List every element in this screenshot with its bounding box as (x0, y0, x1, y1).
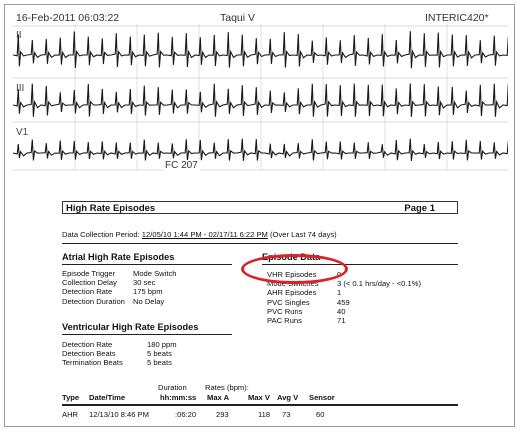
rates-group-label: Rates (bpm): (205, 383, 249, 392)
page-number: Page 1 (404, 203, 435, 214)
episode-stat-label: Mode Switches (267, 279, 319, 289)
episode-stat-label: PVC Singles (267, 297, 310, 307)
period-value: 12/05/10 1:44 PM - 02/17/11 6:22 PM (141, 230, 268, 239)
report-title-box (62, 201, 458, 214)
episode-stat-label: VHR Episodes (267, 270, 317, 279)
strip-timestamp: 16-Feb-2011 06:03:22 (16, 12, 120, 24)
lead-label-v1: V1 (16, 127, 29, 138)
episode-stat-value: 71 (337, 316, 346, 325)
ecg-trace-ii (13, 31, 508, 68)
episode-stat-value: 459 (337, 297, 350, 307)
strip-footer-label: FC 207 (165, 160, 198, 171)
episode-stat-label: PAC Runs (267, 316, 302, 325)
column-header: hh:mm:ss (160, 393, 197, 402)
atrial-setting-label: Detection Duration (62, 296, 125, 306)
episode-stat-label: AHR Episodes (267, 288, 317, 298)
ventricular-setting-label: Detection Rate (62, 340, 113, 349)
atrial-underline (62, 264, 232, 265)
duration-group-label: Duration (158, 383, 187, 392)
lead-label-iii: III (16, 83, 25, 94)
episode-stat-value: 3 (< 0.1 hrs/day - <0.1%) (337, 279, 421, 289)
ecg-strip (13, 10, 508, 176)
divider (62, 243, 458, 244)
episode-data-heading: Episode Data (262, 252, 321, 262)
column-header: Type (62, 393, 80, 402)
ventricular-setting-value: 5 beats (147, 358, 172, 368)
column-header: Max A (207, 393, 230, 402)
atrial-setting-label: Detection Rate (62, 287, 113, 297)
atrial-setting-label: Collection Delay (62, 278, 117, 288)
atrial-setting-label: Episode Trigger (62, 269, 116, 278)
atrial-setting-value: 175 bpm (133, 287, 163, 297)
episode-stat-value: 1 (337, 288, 342, 298)
ventricular-setting-value: 5 beats (147, 349, 172, 359)
ventricular-setting-value: 180 ppm (147, 340, 177, 349)
period-note: (Over Last 74 days) (270, 230, 337, 239)
column-header: Max V (248, 393, 270, 402)
atrial-setting-value: Mode Switch (133, 269, 177, 278)
ventricular-setting-label: Termination Beats (62, 358, 123, 368)
table-cell: 118 (258, 410, 271, 419)
table-cell: :06:20 (175, 410, 197, 419)
atrial-setting-value: 30 sec (133, 278, 156, 288)
table-cell: 12/13/10 8:46 PM (89, 410, 149, 419)
table-cell: AHR (62, 410, 79, 419)
column-header: Avg V (277, 393, 299, 402)
table-cell: 73 (282, 410, 291, 419)
ventricular-heading: Ventricular High Rate Episodes (62, 322, 199, 332)
episode-stat-value: 0 (337, 270, 342, 279)
collection-period (62, 230, 337, 239)
column-header: Date/Time (89, 393, 126, 402)
table-cell: 293 (216, 410, 229, 419)
strip-model: INTERIC420* (425, 12, 489, 24)
strip-device: Taqui V (220, 12, 256, 24)
episode-stat-label: PVC Runs (267, 306, 303, 316)
ecg-trace-v1 (13, 139, 508, 161)
ecg-waveform (13, 10, 508, 176)
lead-label-ii: II (16, 30, 22, 41)
table-rule (62, 404, 458, 406)
ventricular-underline (62, 334, 232, 335)
report-title: High Rate Episodes (66, 203, 156, 214)
period-label: Data Collection Period: (62, 230, 140, 239)
atrial-setting-value: No Delay (133, 296, 165, 306)
column-header: Sensor (309, 393, 335, 402)
highlight-circle (241, 254, 348, 284)
episode-stat-value: 40 (337, 306, 346, 316)
ventricular-setting-label: Detection Beats (62, 349, 116, 359)
ecg-trace-iii (13, 84, 508, 117)
atrial-heading: Atrial High Rate Episodes (62, 252, 175, 262)
table-cell: 60 (316, 410, 325, 419)
